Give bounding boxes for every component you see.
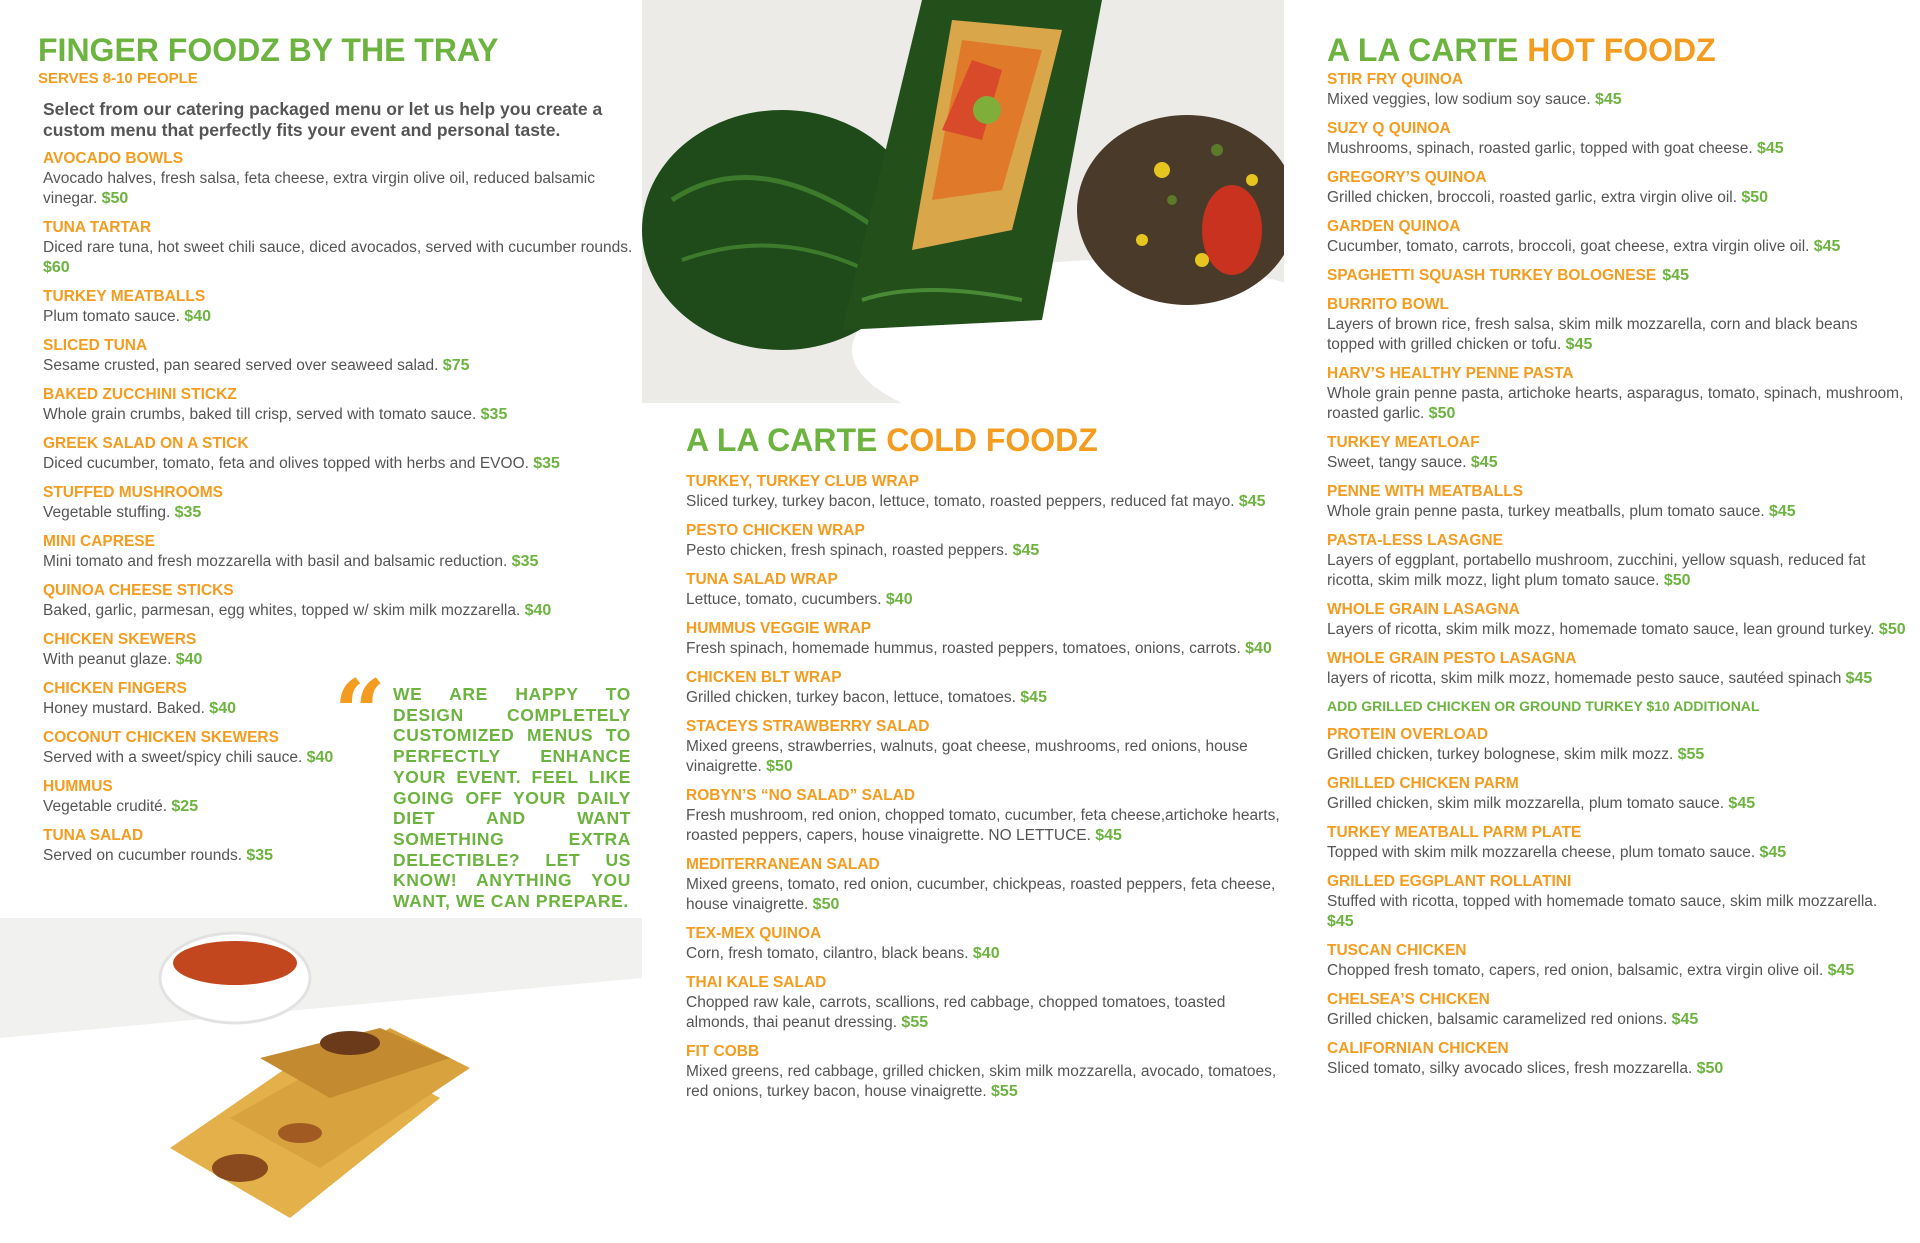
menu-item: [1327, 364, 1907, 424]
menu-item-description: [686, 1062, 1286, 1102]
menu-item-name: COCONUT CHICKEN SKEWERS: [43, 729, 279, 746]
menu-item: [686, 521, 1286, 561]
menu-item-description: [686, 492, 1286, 512]
menu-item-description-text: Mixed veggies, low sodium soy sauce.: [1327, 91, 1591, 108]
menu-item-description: [1327, 620, 1907, 640]
menu-item-name: TUNA TARTAR: [43, 219, 152, 236]
menu-item-price: $45: [1769, 503, 1796, 520]
menu-item: [43, 581, 638, 621]
menu-item-price: $50: [101, 190, 129, 207]
menu-item-description-text: Chopped fresh tomato, capers, red onion, balsamic, extra virgin olive oil.: [1327, 962, 1824, 979]
menu-item-description: [686, 944, 1286, 964]
menu-item-name: TUSCAN CHICKEN: [1327, 942, 1467, 959]
menu-item: [686, 717, 1286, 777]
menu-item-description: [43, 552, 638, 572]
menu-item: [43, 287, 638, 327]
menu-item-description: [1327, 961, 1907, 981]
menu-item-description-text: Fresh mushroom, red onion, chopped tomato, cucumber, feta cheese,artichoke hearts, roasted peppers, capers, house vinaigrette. NO LETTUCE.: [686, 807, 1280, 844]
hot-foodz-title: [1327, 30, 1907, 70]
add-protein-note: ADD GRILLED CHICKEN OR GROUND TURKEY $10 ADDITIONAL: [1327, 698, 1760, 714]
menu-item-name: THAI KALE SALAD: [686, 974, 827, 991]
menu-item-price: $50: [1428, 405, 1456, 422]
menu-item: [43, 336, 638, 376]
menu-item-price: $50: [766, 758, 793, 775]
menu-item-description-text: Grilled chicken, turkey bolognese, skim milk mozz.: [1327, 746, 1674, 763]
menu-item-price: $45: [1662, 267, 1689, 284]
menu-item-description: [1327, 384, 1907, 424]
menu-item-name: CALIFORNIAN CHICKEN: [1327, 1040, 1509, 1057]
menu-item-price: $45: [1327, 913, 1354, 930]
menu-item-price: $60: [43, 259, 70, 276]
menu-item-description: [1327, 90, 1907, 110]
menu-item-description: [1327, 139, 1907, 159]
menu-item-name: PROTEIN OVERLOAD: [1327, 726, 1489, 743]
collard-wrap-photo: [642, 0, 1284, 403]
menu-item-description: [1327, 237, 1907, 257]
menu-item-description: [1327, 892, 1907, 932]
menu-item-name: STIR FRY QUINOA: [1327, 71, 1464, 88]
menu-item-price: $45: [1012, 542, 1040, 559]
menu-item: [43, 434, 638, 474]
menu-item-price: $55: [991, 1083, 1018, 1100]
menu-item-name: STUFFED MUSHROOMS: [43, 484, 223, 501]
menu-item-description-text: Chopped raw kale, carrots, scallions, red cabbage, chopped tomatoes, toasted almonds, thai peanut dressing.: [686, 994, 1226, 1031]
cold-foodz-section: [686, 420, 1286, 1111]
menu-item-name: TURKEY MEATBALLS: [43, 288, 206, 305]
menu-item-description: [43, 356, 638, 376]
menu-item-description-text: Whole grain penne pasta, artichoke hearts, asparagus, tomato, spinach, mushroom, roasted garlic.: [1327, 385, 1904, 422]
menu-item-price: $45: [1594, 91, 1622, 108]
menu-item-description: [686, 737, 1286, 777]
menu-item: [43, 532, 638, 572]
menu-item: [686, 619, 1286, 659]
menu-item-name: CHELSEA’S CHICKEN: [1327, 991, 1490, 1008]
menu-item-price: $45: [1728, 795, 1756, 812]
menu-item-description-text: Mushrooms, spinach, roasted garlic, topped with goat cheese.: [1327, 140, 1753, 157]
menu-item-description-text: Layers of eggplant, portabello mushroom, zucchini, yellow squash, reduced fat ricotta, skim milk mozz, light plum tomato sauce.: [1327, 552, 1866, 589]
menu-item-description-text: With peanut glaze.: [43, 651, 172, 668]
menu-item: [1327, 217, 1907, 257]
menu-item-description-text: Mixed greens, strawberries, walnuts, goat cheese, mushrooms, red onions, house vinaigrette.: [686, 738, 1248, 775]
menu-item-description-text: Sweet, tangy sauce.: [1327, 454, 1467, 471]
menu-item: [1327, 872, 1907, 932]
menu-item-name: TUNA SALAD: [43, 827, 144, 844]
menu-item-description: [1327, 315, 1907, 355]
menu-item-name: WHOLE GRAIN PESTO LASAGNA: [1327, 650, 1577, 667]
menu-item-name: CHICKEN FINGERS: [43, 680, 187, 697]
menu-item-price: $50: [812, 896, 840, 913]
menu-item-price: $35: [246, 847, 274, 864]
serves-note: SERVES 8-10 PEOPLE: [38, 70, 198, 87]
menu-item: [43, 149, 638, 209]
menu-item-description-text: Layers of ricotta, skim milk mozz, homemade tomato sauce, lean ground turkey.: [1327, 621, 1875, 638]
menu-item: [43, 483, 638, 523]
menu-item-price: $45: [1845, 670, 1873, 687]
menu-item: [1327, 600, 1907, 640]
menu-item-description-text: Corn, fresh tomato, cilantro, black beans.: [686, 945, 969, 962]
menu-item-description-text: Grilled chicken, turkey bacon, lettuce, tomatoes.: [686, 689, 1016, 706]
menu-item-description: [43, 307, 638, 327]
menu-item-price: $45: [1095, 827, 1122, 844]
menu-item-price: $55: [1677, 746, 1705, 763]
menu-item-description-text: Lettuce, tomato, cucumbers.: [686, 591, 882, 608]
quote-icon: “: [334, 660, 386, 766]
menu-item-description-text: Sliced tomato, silky avocado slices, fresh mozzarella.: [1327, 1060, 1693, 1077]
menu-item-description-text: Vegetable stuffing.: [43, 504, 171, 521]
menu-item: [1327, 531, 1907, 591]
menu-item: [1327, 649, 1907, 689]
menu-item-name: SUZY Q QUINOA: [1327, 120, 1451, 137]
menu-item-name: MINI CAPRESE: [43, 533, 155, 550]
menu-item-name: SPAGHETTI SQUASH TURKEY BOLOGNESE: [1327, 267, 1657, 284]
menu-item-price: $45: [1813, 238, 1841, 255]
menu-item-name: AVOCADO BOWLS: [43, 150, 184, 167]
hot-foodz-section: [1327, 30, 1907, 1088]
menu-item-description: [43, 601, 638, 621]
menu-item: [686, 1042, 1286, 1102]
menu-item-price: $50: [1696, 1060, 1724, 1077]
menu-item-price: $35: [511, 553, 539, 570]
menu-item-price: $40: [209, 700, 236, 717]
menu-item-name: TUNA SALAD WRAP: [686, 571, 838, 588]
menu-item-price: $35: [174, 504, 202, 521]
menu-item-name: CHICKEN BLT WRAP: [686, 669, 842, 686]
menu-item-name: BURRITO BOWL: [1327, 296, 1449, 313]
hot-foodz-list: [1327, 70, 1907, 689]
menu-item-price: $40: [885, 591, 913, 608]
menu-item: [686, 924, 1286, 964]
menu-item: [1327, 1039, 1907, 1079]
menu-item-description-text: Whole grain crumbs, baked till crisp, served with tomato sauce.: [43, 406, 477, 423]
menu-item-name-row: [1327, 266, 1907, 286]
menu-item-price: $50: [1741, 189, 1769, 206]
menu-item-description: [43, 454, 638, 474]
menu-item-name: QUINOA CHEESE STICKS: [43, 582, 234, 599]
menu-item: [686, 855, 1286, 915]
menu-item-name: TEX-MEX QUINOA: [686, 925, 822, 942]
menu-item-description: [686, 993, 1286, 1033]
menu-item: [686, 570, 1286, 610]
menu-item-price: $40: [306, 749, 334, 766]
cold-foodz-list: [686, 472, 1286, 1102]
menu-item-description: [43, 238, 638, 278]
menu-item-description-text: layers of ricotta, skim milk mozz, homemade pesto sauce, sautéed spinach: [1327, 670, 1842, 687]
menu-item-price: $45: [1827, 962, 1855, 979]
menu-item-description-text: Layers of brown rice, fresh salsa, skim milk mozzarella, corn and black beans topped with grilled chicken or tofu.: [1327, 316, 1858, 353]
menu-item-description: [686, 590, 1286, 610]
hot-title-a: A LA CARTE: [1327, 32, 1519, 68]
menu-item-description-text: Served with a sweet/spicy chili sauce.: [43, 749, 303, 766]
menu-item: [686, 786, 1286, 846]
menu-item-description-text: Mixed greens, red cabbage, grilled chicken, skim milk mozzarella, avocado, tomatoes, red onions, turkey bacon, house vinaigrette.: [686, 1063, 1277, 1100]
menu-item-description: [686, 541, 1286, 561]
menu-item: [686, 668, 1286, 708]
menu-item: [1327, 725, 1907, 765]
menu-item-description-text: Mixed greens, tomato, red onion, cucumber, chickpeas, roasted peppers, feta cheese, house vinaigrette.: [686, 876, 1276, 913]
hot-foodz-list-continued: [1327, 725, 1907, 1079]
menu-item-price: $45: [1759, 844, 1787, 861]
cold-title-a: A LA CARTE: [686, 422, 878, 458]
menu-item-price: $45: [1238, 493, 1266, 510]
menu-item-description: [686, 639, 1286, 659]
menu-item: [686, 973, 1286, 1033]
menu-item: [1327, 70, 1907, 110]
menu-item-description-text: Cucumber, tomato, carrots, broccoli, goat cheese, extra virgin olive oil.: [1327, 238, 1810, 255]
menu-item-description-text: Diced cucumber, tomato, feta and olives topped with herbs and EVOO.: [43, 455, 529, 472]
menu-item-price: $35: [480, 406, 508, 423]
quinoa-sticks-photo: [0, 918, 642, 1243]
menu-item-description: [1327, 843, 1907, 863]
menu-item-name: SLICED TUNA: [43, 337, 148, 354]
menu-item-name: HARV’S HEALTHY PENNE PASTA: [1327, 365, 1574, 382]
menu-item-price: $75: [442, 357, 470, 374]
menu-item-name: ROBYN’S “NO SALAD” SALAD: [686, 787, 916, 804]
menu-item-description-text: Baked, garlic, parmesan, egg whites, topped w/ skim milk mozzarella.: [43, 602, 521, 619]
menu-item: [1327, 295, 1907, 355]
menu-item-price: $50: [1878, 621, 1906, 638]
menu-item-description-text: Pesto chicken, fresh spinach, roasted peppers.: [686, 542, 1009, 559]
menu-item-description: [43, 169, 638, 209]
menu-item-name: GRILLED EGGPLANT ROLLATINI: [1327, 873, 1572, 890]
menu-item-description-text: Fresh spinach, homemade hummus, roasted peppers, tomatoes, onions, carrots.: [686, 640, 1241, 657]
menu-item-name: GARDEN QUINOA: [1327, 218, 1461, 235]
menu-item-price: $40: [184, 308, 211, 325]
menu-item-description: [686, 688, 1286, 708]
menu-item-description: [1327, 1010, 1907, 1030]
menu-item-description-text: Diced rare tuna, hot sweet chili sauce, diced avocados, served with cucumber rounds.: [43, 239, 633, 256]
menu-item-name: WHOLE GRAIN LASAGNA: [1327, 601, 1520, 618]
menu-item: [1327, 823, 1907, 863]
menu-item-name: BAKED ZUCCHINI STICKZ: [43, 386, 237, 403]
menu-item: [1327, 990, 1907, 1030]
menu-item-description: [1327, 502, 1907, 522]
menu-item-name: TURKEY, TURKEY CLUB WRAP: [686, 473, 920, 490]
menu-item-name: MEDITERRANEAN SALAD: [686, 856, 880, 873]
menu-item-description-text: Vegetable crudité.: [43, 798, 168, 815]
menu-item-name: CHICKEN SKEWERS: [43, 631, 197, 648]
menu-item-description: [43, 405, 638, 425]
custom-menu-quote: WE ARE HAPPY TO DESIGN COMPLETELY CUSTOMIZED MENUS TO PERFECTLY ENHANCE YOUR EVENT. FEEL LIKE GOING OFF YOUR DAILY DIET AND WANT SOMETHING EXTRA DELECTIBLE? LET US KNOW! ANYTHING YOU WANT, WE CAN PREPARE.: [393, 684, 631, 912]
menu-item-description: [1327, 794, 1907, 814]
menu-item-price: $45: [1565, 336, 1593, 353]
menu-item-price: $55: [901, 1014, 929, 1031]
menu-item-name: GRILLED CHICKEN PARM: [1327, 775, 1519, 792]
menu-item-description-text: Plum tomato sauce.: [43, 308, 180, 325]
menu-item-name: PASTA-LESS LASAGNE: [1327, 532, 1503, 549]
menu-item: [1327, 119, 1907, 159]
menu-item-description-text: Grilled chicken, broccoli, roasted garlic, extra virgin olive oil.: [1327, 189, 1738, 206]
menu-item-price: $45: [1020, 689, 1047, 706]
menu-item-name: PESTO CHICKEN WRAP: [686, 522, 865, 539]
menu-item-price: $40: [1245, 640, 1272, 657]
menu-item-price: $45: [1470, 454, 1498, 471]
menu-item: [43, 218, 638, 278]
menu-item-name: STACEYS STRAWBERRY SALAD: [686, 718, 930, 735]
menu-item-name: PENNE WITH MEATBALLS: [1327, 483, 1524, 500]
menu-item-description-text: Topped with skim milk mozzarella cheese, plum tomato sauce.: [1327, 844, 1756, 861]
menu-item-description: [1327, 669, 1907, 689]
menu-item-description-text: Sliced turkey, turkey bacon, lettuce, tomato, roasted peppers, reduced fat mayo.: [686, 493, 1235, 510]
menu-item-description: [1327, 1059, 1907, 1079]
menu-item-description-text: Grilled chicken, skim milk mozzarella, plum tomato sauce.: [1327, 795, 1725, 812]
menu-item: [1327, 941, 1907, 981]
menu-item: [1327, 774, 1907, 814]
menu-item-name: FIT COBB: [686, 1043, 760, 1060]
menu-item-description: [686, 806, 1286, 846]
hot-title-b: HOT FOODZ: [1527, 32, 1716, 68]
menu-item-name: HUMMUS VEGGIE WRAP: [686, 620, 872, 637]
menu-item: [686, 472, 1286, 512]
menu-item-description-text: Grilled chicken, balsamic caramelized red onions.: [1327, 1011, 1668, 1028]
menu-item-price: $35: [533, 455, 560, 472]
menu-item-price: $45: [1671, 1011, 1699, 1028]
menu-item-description-text: Served on cucumber rounds.: [43, 847, 243, 864]
menu-item-name: HUMMUS: [43, 778, 113, 795]
menu-item-name: GREEK SALAD ON A STICK: [43, 435, 249, 452]
menu-item-description: [1327, 453, 1907, 473]
menu-item-description-text: Avocado halves, fresh salsa, feta cheese, extra virgin olive oil, reduced balsamic vinegar.: [43, 170, 595, 207]
menu-item-price: $50: [1663, 572, 1691, 589]
menu-item-description-text: Mini tomato and fresh mozzarella with basil and balsamic reduction.: [43, 553, 508, 570]
menu-item-price: $25: [171, 798, 199, 815]
menu-item-price: $40: [175, 651, 203, 668]
menu-item-description-text: Sesame crusted, pan seared served over seaweed salad.: [43, 357, 439, 374]
menu-item-name: TURKEY MEATBALL PARM PLATE: [1327, 824, 1582, 841]
menu-item-description: [1327, 551, 1907, 591]
menu-item-description-text: Whole grain penne pasta, turkey meatballs, plum tomato sauce.: [1327, 503, 1765, 520]
finger-foodz-title: FINGER FOODZ BY THE TRAY: [38, 32, 499, 68]
menu-item-description: [1327, 188, 1907, 208]
menu-item-description-text: Honey mustard. Baked.: [43, 700, 205, 717]
menu-item-price: $45: [1756, 140, 1784, 157]
menu-item: [1327, 433, 1907, 473]
menu-item-description: [686, 875, 1286, 915]
menu-item-name: GREGORY’S QUINOA: [1327, 169, 1487, 186]
menu-item-description-text: Stuffed with ricotta, topped with homemade tomato sauce, skim milk mozzarella.: [1327, 893, 1878, 910]
menu-item-description: [43, 503, 638, 523]
menu-item-price: $40: [524, 602, 552, 619]
intro-text: Select from our catering packaged menu or let us help you create a custom menu that perfectly fits your event and personal taste.: [43, 99, 603, 140]
menu-item: [43, 385, 638, 425]
menu-item-description: [1327, 745, 1907, 765]
cold-title-b: COLD FOODZ: [886, 422, 1098, 458]
menu-item-price: $40: [972, 945, 1000, 962]
menu-item: [1327, 482, 1907, 522]
menu-item-name: TURKEY MEATLOAF: [1327, 434, 1480, 451]
menu-item: [1327, 168, 1907, 208]
cold-foodz-title: [686, 420, 1286, 460]
menu-item: [1327, 266, 1907, 286]
